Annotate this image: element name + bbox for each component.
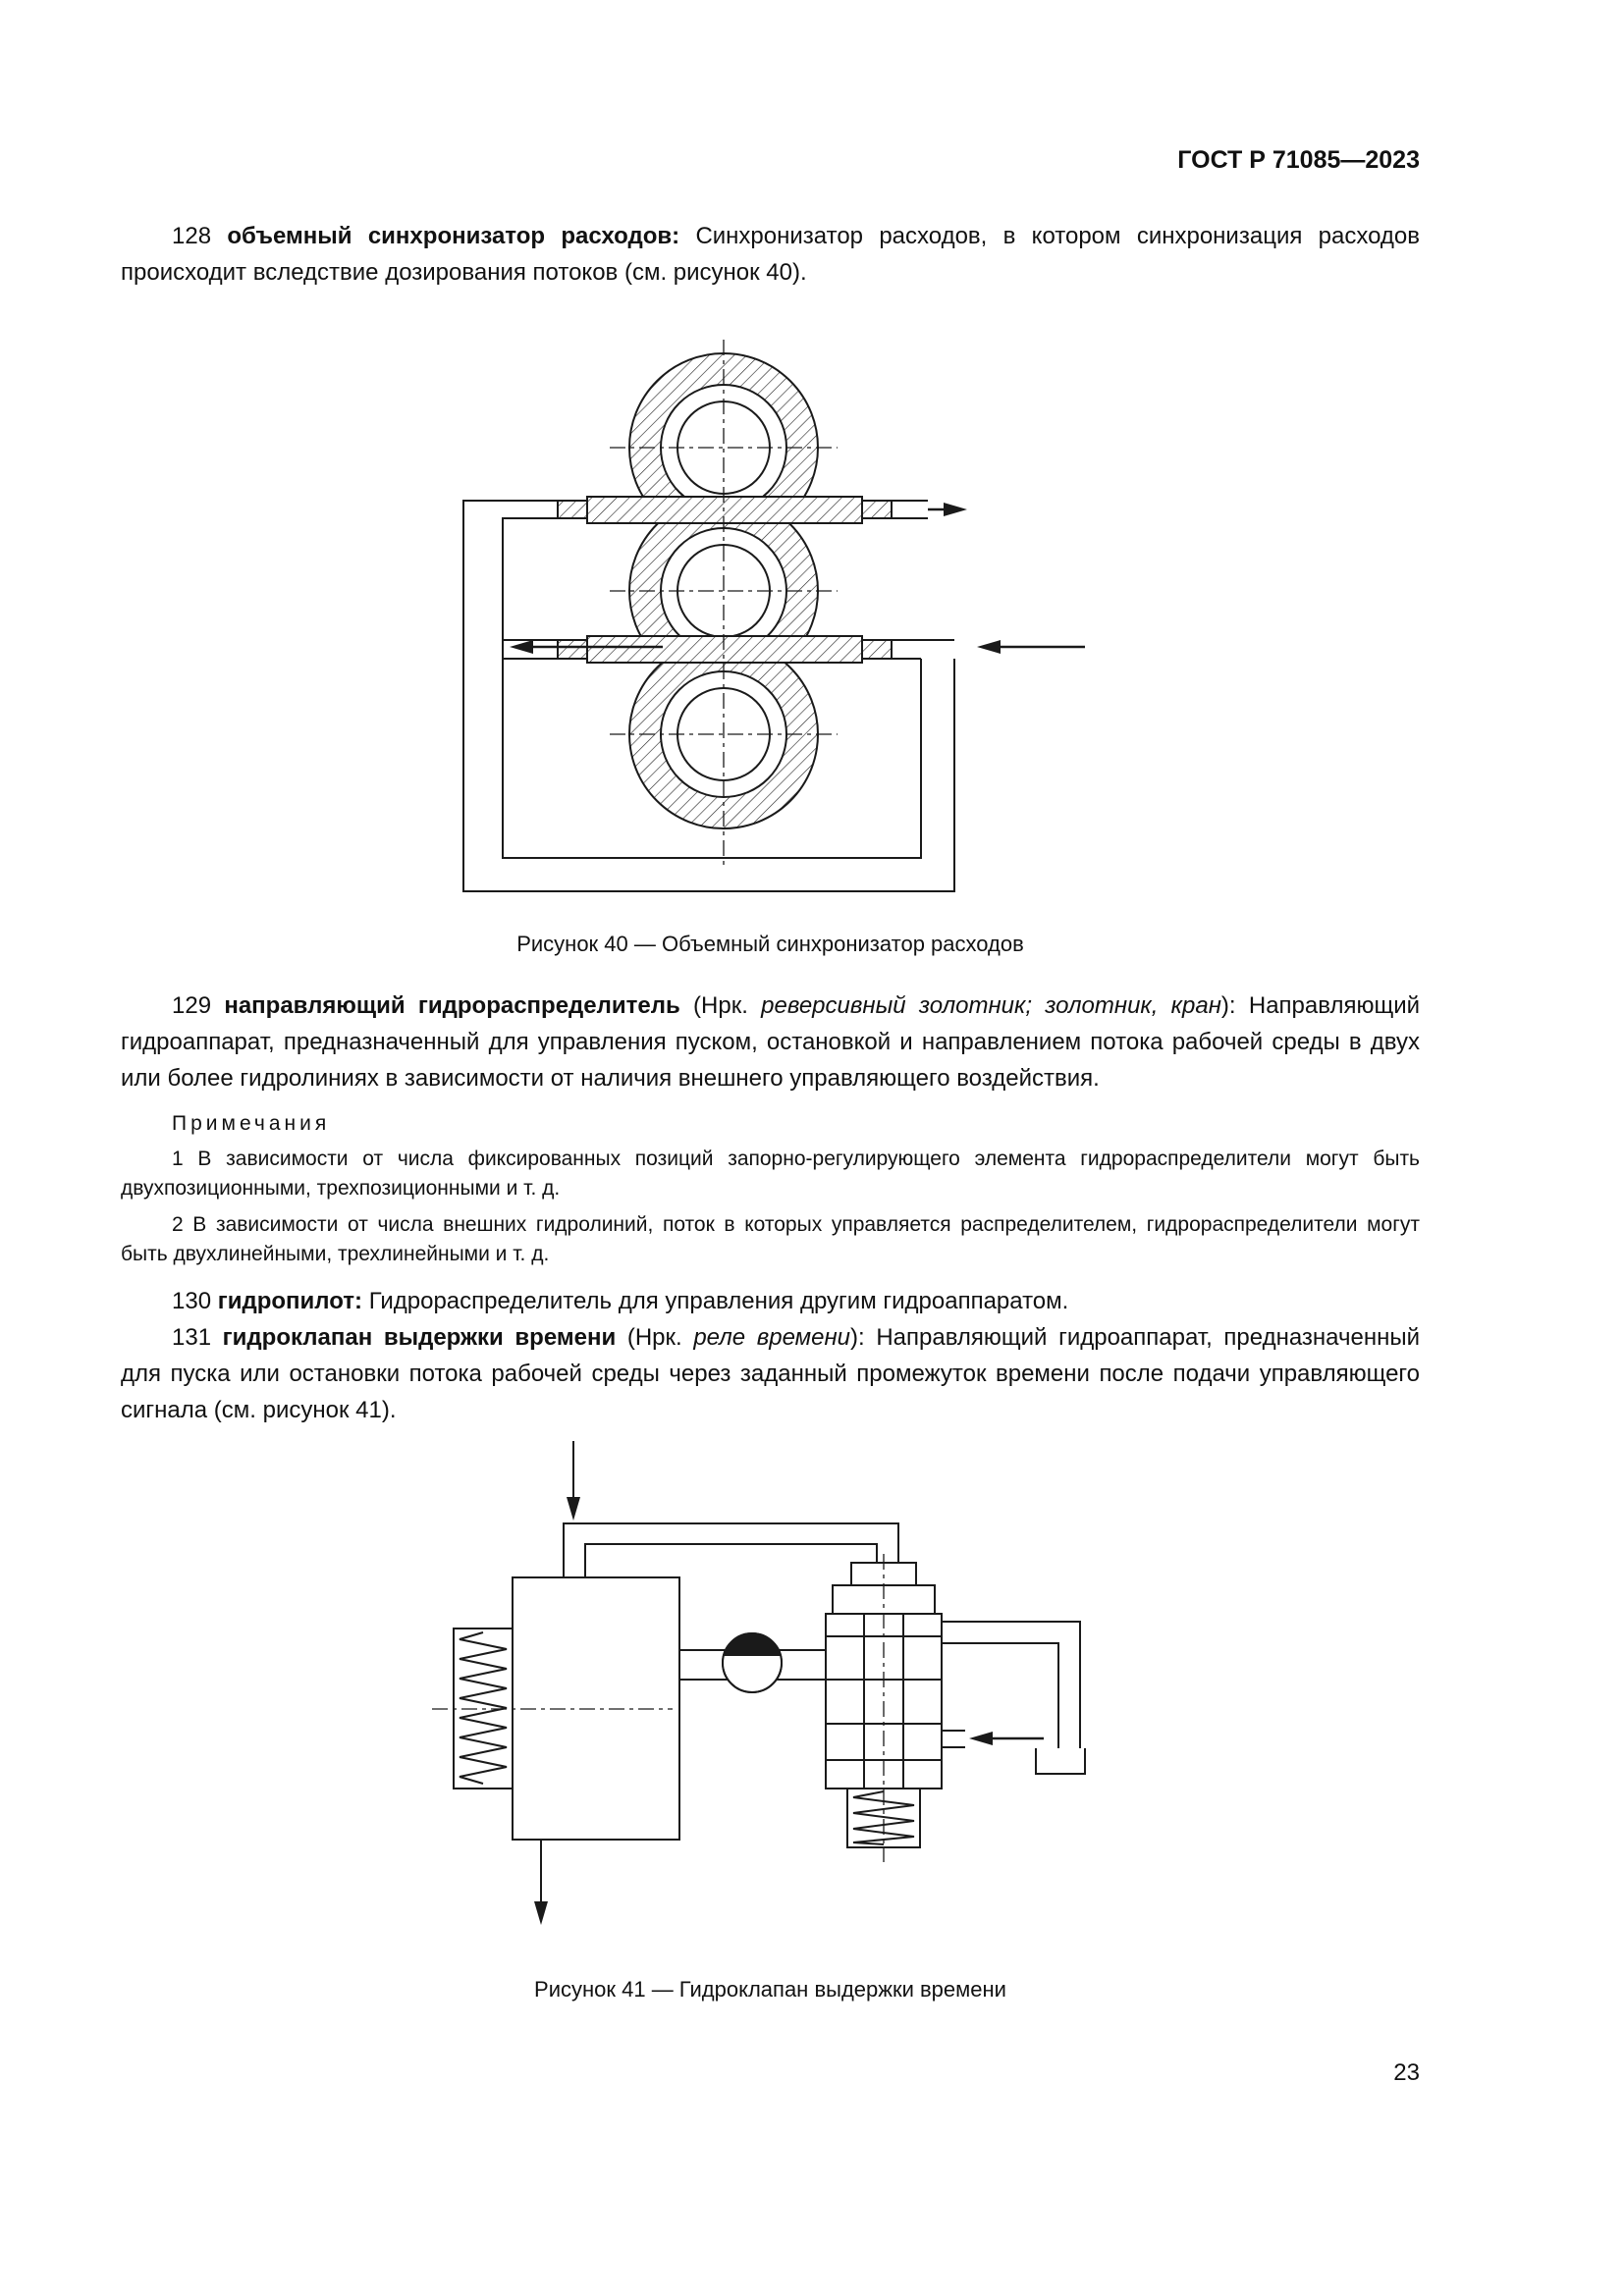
figure-41-diagram <box>427 1436 1114 1947</box>
flow-arrow-out-icon <box>928 503 967 516</box>
term-131 <box>121 1319 1420 1428</box>
term-definition: Гидрораспределитель для управления другим гидроаппаратом. <box>368 1288 1069 1314</box>
term-title: гидропилот: <box>217 1288 363 1314</box>
term-129 <box>121 988 1420 1096</box>
term-number: 129 <box>172 992 212 1019</box>
term-definition: Направляющий гидроаппарат, предназначенный для пуска или остановки потока рабочей среды через заданный промежуток времени после подачи управляющего сигнала (см. рисунок 41). <box>121 1324 1421 1423</box>
term-number: 130 <box>172 1288 212 1314</box>
term-128 <box>121 218 1420 291</box>
notes-heading: Примечания <box>172 1112 331 1135</box>
figure-40 <box>121 330 1420 958</box>
term-title: объемный синхронизатор расходов: <box>227 223 680 249</box>
control-arrow-icon <box>567 1497 580 1521</box>
term-number: 128 <box>172 223 212 249</box>
figure-40-diagram <box>447 330 1095 899</box>
term-title: гидроклапан выдержки времени <box>222 1324 617 1351</box>
inlet-arrow-icon <box>969 1732 1044 1745</box>
deprecated-close: ): <box>850 1324 865 1351</box>
deprecated-close: ): <box>1220 992 1236 1019</box>
term-number: 131 <box>172 1324 212 1351</box>
term-130 <box>121 1283 1420 1319</box>
figure-41 <box>121 1436 1420 2003</box>
note-1: 1 В зависимости от числа фиксированных позиций запорно-регулирующего элемента гидрораспределители могут быть двухпозиционными, трехпозиционными и т. д. <box>121 1148 1420 1200</box>
note-2: 2 В зависимости от числа внешних гидролиний, поток в которых управляется распределителем, гидрораспределители могут быть двухлинейными, трехлинейными и т. д. <box>121 1213 1420 1265</box>
term-definition: Синхронизатор расходов, в котором синхронизация расходов происходит вследствие дозирования потоков (см. рисунок 40). <box>121 223 1420 286</box>
deprecated-label: (Нрк. <box>626 1324 694 1351</box>
document-header: ГОСТ Р 71085—2023 <box>1177 146 1420 174</box>
flow-arrow-in-icon <box>977 640 1085 654</box>
term-definition: Направляющий гидроаппарат, предназначенный для управления пуском, остановкой и направлением потока рабочей среды в двух или более гидролиниях в зависимости от наличия внешнего управляющего воздействия. <box>121 992 1421 1092</box>
outlet-arrow-icon <box>534 1901 548 1925</box>
deprecated-label: (Нрк. <box>693 992 762 1019</box>
deprecated-terms: реле времени <box>693 1324 851 1351</box>
figure-41-caption: Рисунок 41 — Гидроклапан выдержки времени <box>534 1977 1006 2002</box>
page-number: 23 <box>1393 2059 1420 2086</box>
orifice-icon <box>723 1633 782 1692</box>
figure-40-caption: Рисунок 40 — Объемный синхронизатор расходов <box>516 932 1024 956</box>
deprecated-terms: реверсивный золотник; золотник, кран <box>761 992 1221 1019</box>
tank-icon <box>1036 1748 1085 1774</box>
cylinder-block <box>513 1577 679 1840</box>
term-title: направляющий гидрораспределитель <box>224 992 680 1019</box>
